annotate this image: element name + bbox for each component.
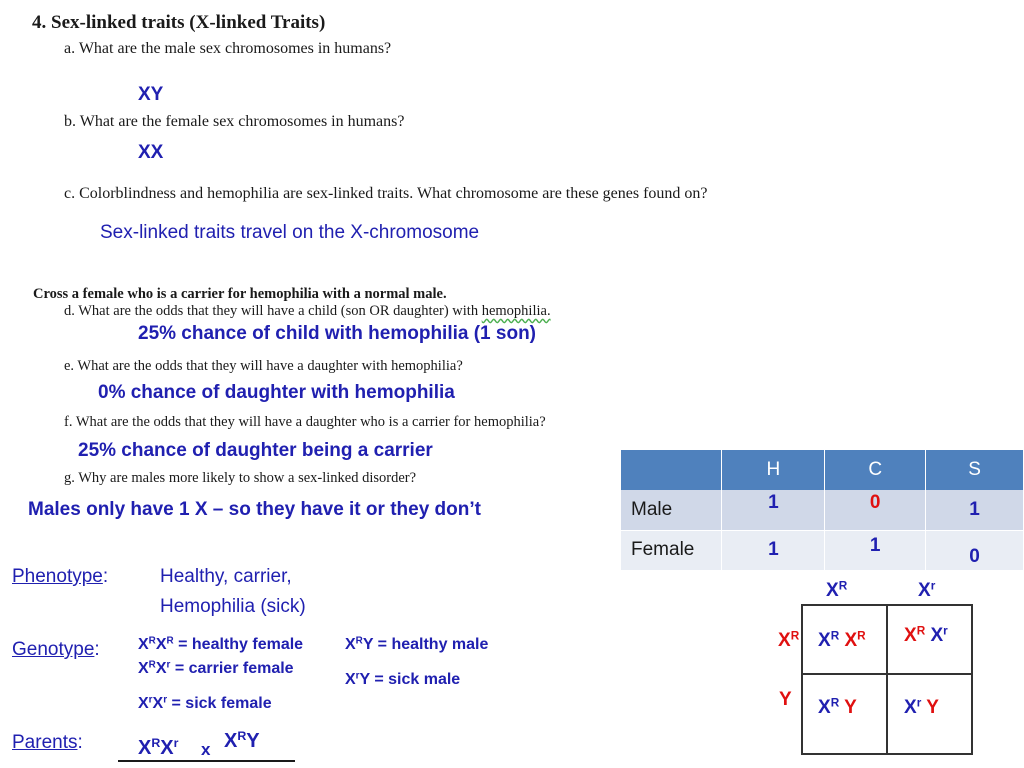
phenotype-line-1: Healthy, carrier, — [160, 566, 292, 587]
parent-male: $X^RY$ — [224, 729, 260, 752]
punnett-row-2: Y — [779, 689, 792, 710]
genotype-carrier-female: $X^RX^r$ = carrier female — [138, 659, 294, 677]
question-e: e. What are the odds that they will have a daughter with hemophilia? — [64, 358, 463, 374]
table-cell: 1 — [926, 490, 1024, 530]
punnett-cell-3: $X^R$ Y — [818, 696, 857, 718]
punnett-col-1: $X^R$ — [826, 579, 848, 601]
table-cell: 0 — [825, 490, 926, 530]
punnett-cell-1: $X^R$ $X^R$ — [818, 629, 866, 651]
table-header-cell: C — [825, 450, 926, 490]
row-label: Male — [621, 490, 722, 530]
cross-statement: Cross a female who is a carrier for hemophilia with a normal male. — [33, 286, 447, 302]
table-cell: 1 — [722, 530, 825, 570]
phenotype-line-2: Hemophilia (sick) — [160, 596, 306, 617]
table-header-cell — [621, 450, 722, 490]
answer-a: XY — [138, 84, 164, 105]
parents-underline — [118, 760, 295, 762]
genotype-healthy-female: $X^RX^R$ = healthy female — [138, 635, 304, 653]
answer-f: 25% chance of daughter being a carrier — [78, 440, 433, 461]
punnett-row-1: $X^R$ — [778, 629, 800, 651]
question-g: g. Why are males more likely to show a sex-linked disorder? — [64, 470, 417, 486]
table-cell: 0 — [926, 530, 1024, 570]
table-header-row — [621, 450, 1024, 490]
question-b: b. What are the female sex chromosomes in humans? — [64, 113, 405, 130]
genotype-label: Genotype: — [12, 639, 100, 660]
punnett-cell-4: $X^r$ Y — [904, 696, 939, 718]
table-row — [621, 530, 1024, 570]
genotype-healthy-male: $X^RY$ = healthy male — [345, 635, 489, 653]
table-header-cell: S — [926, 450, 1024, 490]
parent-female: $X^RX^r$ — [138, 736, 179, 759]
answer-g: Males only have 1 X – so they have it or they don’t — [28, 499, 481, 520]
punnett-col-2: $X^r$ — [918, 579, 936, 601]
answer-b: XX — [138, 142, 164, 163]
genotype-sick-female: $X^rX^r$ = sick female — [138, 694, 272, 712]
table-row — [621, 490, 1024, 530]
question-a: a. What are the male sex chromosomes in humans? — [64, 40, 392, 57]
punnett-center-border — [886, 604, 888, 755]
parents-label: Parents: — [12, 732, 83, 753]
genotype-sick-male: $X^rY$ = sick male — [345, 670, 461, 688]
punnett-left-border — [801, 604, 803, 755]
punnett-right-border — [971, 604, 973, 755]
question-f: f. What are the odds that they will have a daughter who is a carrier for hemophilia? — [64, 414, 546, 430]
table-cell: 1 — [722, 490, 825, 530]
answer-d: 25% chance of child with hemophilia (1 son) — [138, 323, 537, 344]
question-c: c. Colorblindness and hemophilia are sex-linked traits. What chromosome are these genes found on? — [64, 185, 708, 202]
question-d — [64, 303, 551, 320]
question-d-text: d. What are the odds that they will have a child (son OR daughter) with — [64, 303, 482, 319]
answer-e: 0% chance of daughter with hemophilia — [98, 382, 455, 403]
answer-c: Sex-linked traits travel on the X-chromosome — [100, 222, 480, 243]
parents-cross-x: x — [201, 740, 211, 759]
punnett-cell-2: $X^R$ $X^r$ — [904, 624, 948, 646]
table-header-cell: H — [722, 450, 825, 490]
section-heading: 4. Sex-linked traits (X-linked Traits) — [32, 12, 326, 33]
phenotype-label: Phenotype: — [12, 566, 109, 587]
question-d-word: hemophilia. — [481, 303, 551, 319]
row-label: Female — [621, 530, 722, 570]
table-cell: 1 — [825, 530, 926, 570]
results-table — [621, 450, 1024, 571]
